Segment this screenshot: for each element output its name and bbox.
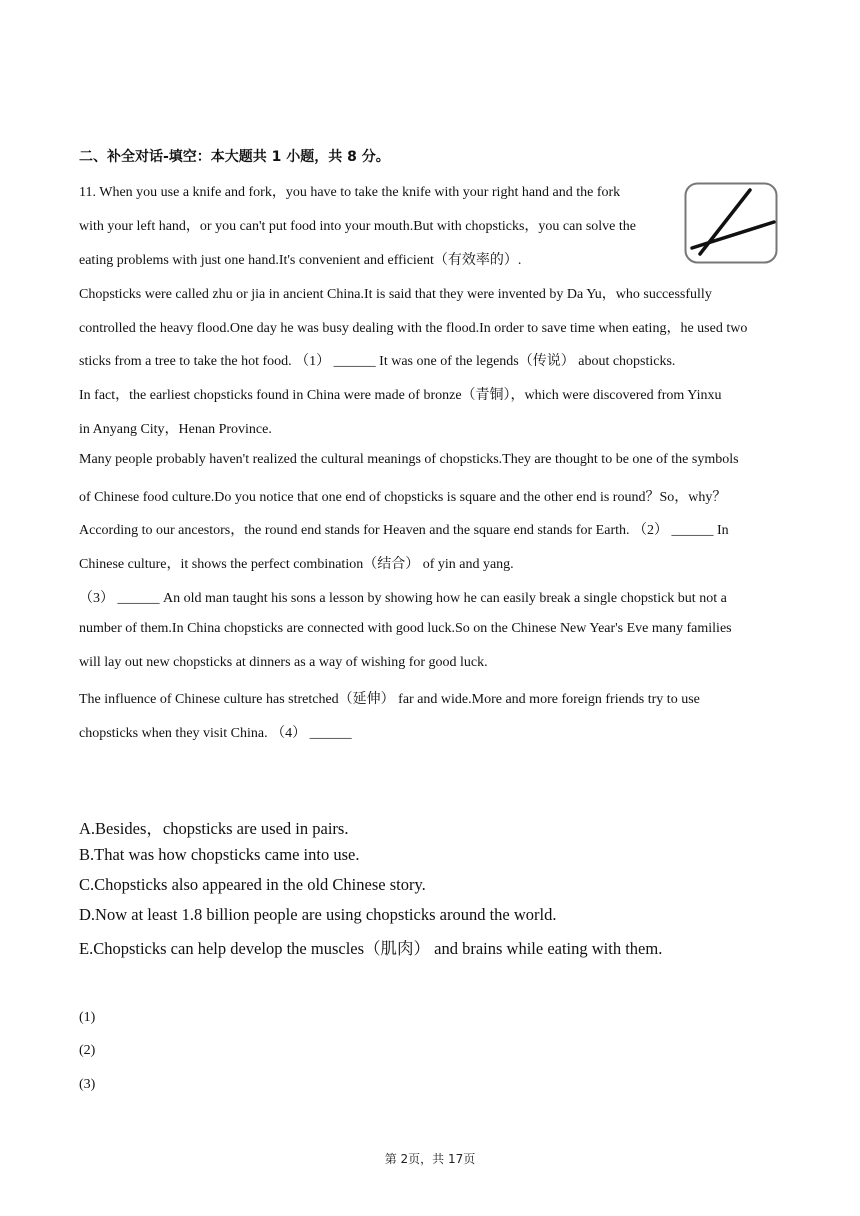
passage-line: controlled the heavy flood.One day he was busy dealing with the flood.In order to save time when eating，he used two: [79, 321, 748, 336]
passage-line: According to our ancestors，the round end stands for Heaven and the square end stands for Earth. （2） ______ In: [79, 523, 729, 538]
option-d: D.Now at least 1.8 billion people are using chopsticks around the world.: [79, 905, 557, 924]
passage-line: in Anyang City，Henan Province.: [79, 422, 272, 437]
passage-line: number of them.In China chopsticks are connected with good luck.So on the Chinese New Year's Eve many families: [79, 621, 732, 636]
passage-line: 11. When you use a knife and fork，you have to take the knife with your right hand and the fork: [79, 185, 621, 200]
passage-line: The influence of Chinese culture has stretched（延伸） far and wide.More and more foreign friends try to use: [79, 692, 700, 707]
option-e: E.Chopsticks can help develop the muscles（肌肉） and brains while eating with them.: [79, 939, 663, 958]
option-a: A.Besides，chopsticks are used in pairs.: [79, 819, 349, 838]
passage-line: In fact，the earliest chopsticks found in China were made of bronze（青铜），which were discovered from Yinxu: [79, 388, 722, 403]
passage-line: with your left hand，or you can't put food into your mouth.But with chopsticks，you can solve the: [79, 219, 636, 234]
answer-label-2: (2): [79, 1043, 96, 1058]
section-header: 二、补全对话-填空：本大题共 1 小题，共 8 分。: [79, 149, 390, 165]
passage-line: Many people probably haven't realized the cultural meanings of chopsticks.They are thought to be one of the symbols: [79, 452, 739, 467]
chopsticks-image: [684, 182, 778, 264]
passage-line: Chinese culture，it shows the perfect combination（结合） of yin and yang.: [79, 557, 514, 572]
answer-label-3: (3): [79, 1077, 96, 1092]
option-b: B.That was how chopsticks came into use.: [79, 845, 360, 864]
option-c: C.Chopsticks also appeared in the old Chinese story.: [79, 875, 426, 894]
answer-label-1: (1): [79, 1010, 96, 1025]
passage-line: chopsticks when they visit China. （4） ______: [79, 726, 352, 741]
passage-line: （3） ______ An old man taught his sons a lesson by showing how he can easily break a single chopstick but not a: [79, 591, 727, 606]
passage-line: will lay out new chopsticks at dinners as a way of wishing for good luck.: [79, 655, 488, 670]
page-footer: 第 2页，共 17页: [384, 1152, 476, 1166]
passage-line: Chopsticks were called zhu or jia in ancient China.It is said that they were invented by Da Yu，who successfully: [79, 287, 712, 302]
passage-line: of Chinese food culture.Do you notice that one end of chopsticks is square and the other end is round？So，why？: [79, 490, 727, 505]
passage-line: sticks from a tree to take the hot food. （1） ______ It was one of the legends（传说） about chopsticks.: [79, 354, 676, 369]
passage-line: eating problems with just one hand.It's convenient and efficient（有效率的）.: [79, 253, 522, 268]
